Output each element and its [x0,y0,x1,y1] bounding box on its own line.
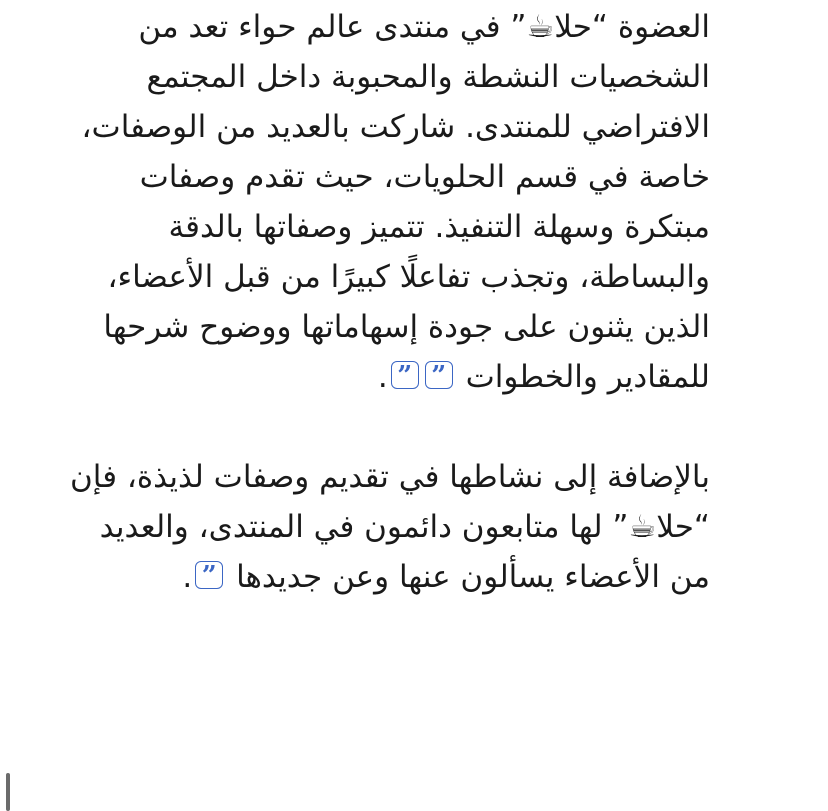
article-paragraph-2 [60,452,710,602]
quote-citation-icon[interactable] [391,361,419,389]
paragraph-2-text: بالإضافة إلى نشاطها في تقديم وصفات لذيذة، فإن “حلا☕” لها متابعون دائمون في المنتدى، والعديد من الأعضاء يسألون عنها وعن جديدها [70,459,710,595]
scroll-indicator [6,773,10,811]
quote-citation-icon[interactable] [195,561,223,589]
paragraph-2-end: . [182,559,193,595]
article-paragraph-1 [60,2,710,402]
quote-citation-icon[interactable] [425,361,453,389]
paragraph-1-end: . [377,359,388,395]
article-body [60,0,710,602]
paragraph-1-text: العضوة “حلا☕” في منتدى عالم حواء تعد من الشخصيات النشطة والمحبوبة داخل المجتمع الافتراضي للمنتدى. شاركت بالعديد من الوصفات، خاصة في قسم الحلويات، حيث تقدم وصفات مبتكرة وسهلة التنفيذ. تتميز وصفاتها بالدقة والبساطة، وتجذب تفاعلًا كبيرًا من قبل الأعضاء، الذين يثنون على جودة إسهاماتها ووضوح شرحها للمقادير والخطوات [81,9,710,395]
